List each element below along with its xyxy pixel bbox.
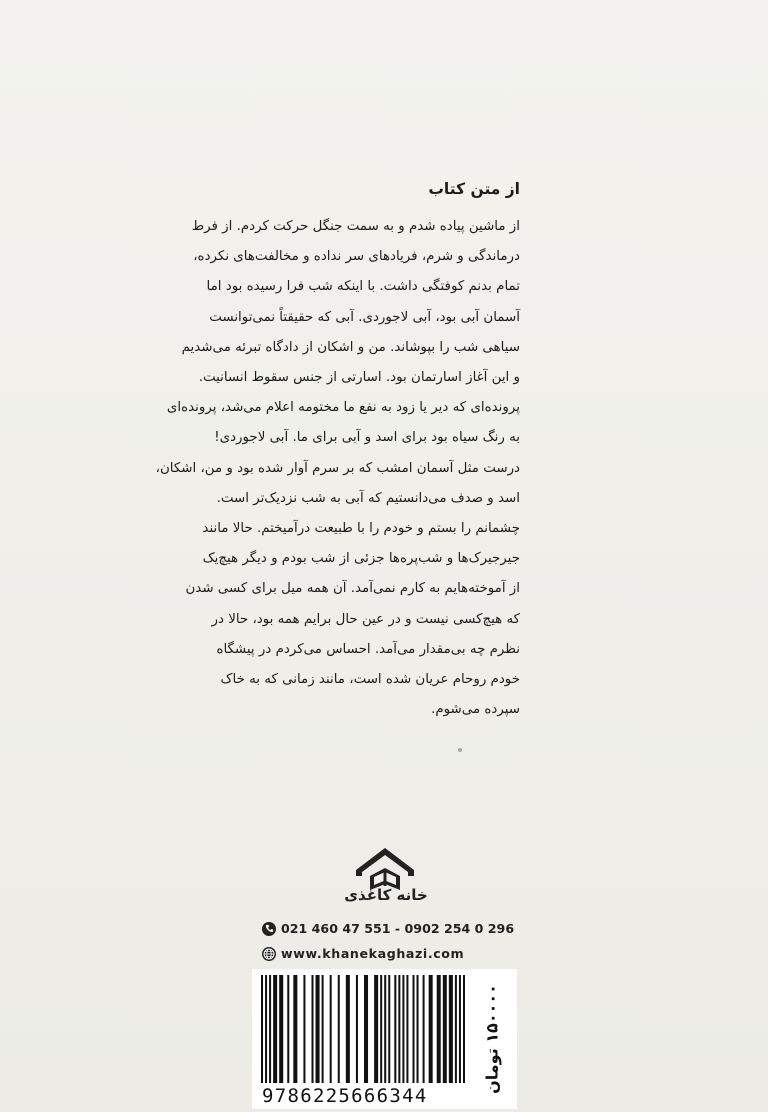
excerpt-line: آسمان آبی بود، آبی لاجوردی. آبی که حقیقتاً نمی‌توانست: [209, 309, 520, 325]
barcode-bar: [364, 975, 368, 1083]
barcode-bar: [455, 975, 457, 1083]
excerpt-line: خودم روحام عریان شده است، مانند زمانی که به خاک: [220, 672, 520, 688]
excerpt-line: چشمانم را بستم و خودم را با طبیعت درآمیختم. حالا مانند: [202, 521, 520, 537]
barcode-bar: [269, 975, 271, 1083]
phone-icon: [262, 922, 276, 936]
paper-speck: [458, 748, 462, 752]
book-excerpt: [155, 178, 520, 725]
barcode-bar: [406, 975, 408, 1083]
excerpt-line: پرونده‌ای که دیر یا زود به نفع ما مختومه اعلام می‌شد، پرونده‌ای: [166, 400, 520, 416]
barcode-bar: [356, 975, 358, 1083]
barcode-bar: [261, 975, 263, 1083]
phone-numbers: 021 460 47 551 - 0902 254 0 296: [281, 921, 515, 936]
barcode-bar: [287, 975, 289, 1083]
publisher-website: [262, 946, 464, 961]
publisher-phone: [262, 921, 514, 936]
excerpt-line: به رنگ سیاه بود برای اسد و آبی برای ما. آبی لاجوردی!: [214, 430, 520, 446]
barcode-bar: [394, 975, 396, 1083]
globe-icon: [262, 947, 276, 961]
barcode-bar: [412, 975, 414, 1083]
barcode-bar: [293, 975, 297, 1083]
barcode-bar: [459, 975, 461, 1083]
barcode-bar: [374, 975, 378, 1083]
barcode-bar: [449, 975, 453, 1083]
barcode-bar: [423, 975, 425, 1083]
excerpt-line: سیاهی شب را بپوشاند. من و اشکان از دادگاه تبرئه می‌شدیم: [181, 339, 520, 355]
price-label: [470, 973, 514, 1105]
excerpt-line: و این آغاز اسارتمان بود. اسارتی از جنس سقوط انسانیت.: [198, 370, 520, 386]
barcode-bar: [402, 975, 404, 1083]
excerpt-line: که هیچ‌کسی نیست و در عین حال برایم همه بود، حالا در: [211, 611, 520, 627]
barcode-bar: [463, 975, 465, 1083]
barcode-bar: [380, 975, 382, 1083]
excerpt-line: جیرجیرک‌ها و شب‌پره‌ها جزئی از شب بودم و دیگر هیچ‌یک: [202, 551, 520, 567]
barcode-bar: [338, 975, 340, 1083]
excerpt-line: از ماشین پیاده شدم و به سمت جنگل حرکت کردم. از فرط: [191, 219, 520, 234]
barcode-bar: [265, 975, 267, 1083]
barcode-bar: [417, 975, 419, 1083]
barcode-bar: [429, 975, 433, 1083]
barcode-bar: [346, 975, 350, 1083]
barcode-bar: [312, 975, 314, 1083]
barcode-bar: [316, 975, 320, 1083]
isbn-barcode: [260, 975, 466, 1085]
barcode-bar: [303, 975, 305, 1083]
barcode-bar: [443, 975, 447, 1083]
excerpt-line: از آموخته‌هایم به کارم نمی‌آمد. آن همه میل برای کسی شدن: [185, 581, 520, 597]
website-url: www.khanekaghazi.com: [281, 946, 465, 961]
barcode-bar: [330, 975, 332, 1083]
barcode-bar: [322, 975, 324, 1083]
excerpt-title: از متن کتاب: [428, 180, 520, 198]
excerpt-line: تمام بدنم کوفتگی داشت. با اینکه شب فرا رسیده بود اما: [206, 279, 520, 295]
excerpt-line: درماندگی و شرم، فریادهای سر نداده و مخالفت‌های نکرده،: [193, 249, 520, 265]
barcode-bar: [388, 975, 390, 1083]
publisher-logo-text: خانه کاغذی: [344, 886, 428, 904]
excerpt-line: سپرده می‌شوم.: [431, 702, 520, 718]
barcode-bar: [279, 975, 283, 1083]
excerpt-line: درست مثل آسمان امشب که بر سرم آوار شده بود و من، اشکان،: [155, 460, 520, 476]
excerpt-line: نظرم چه بی‌مقدار می‌آمد. احساس می‌کردم در پیشگاه: [216, 641, 520, 657]
price-text: ۱۵۰۰۰۰ تومان: [482, 984, 502, 1094]
barcode-bar: [437, 975, 441, 1083]
isbn-number: 9786225666344: [262, 1085, 428, 1107]
barcode-bar: [398, 975, 400, 1083]
excerpt-line: اسد و صدف می‌دانستیم که آبی به شب نزدیک‌تر است.: [216, 490, 520, 506]
barcode-bar: [384, 975, 386, 1083]
barcode-panel: [252, 969, 517, 1109]
barcode-bar: [273, 975, 277, 1083]
